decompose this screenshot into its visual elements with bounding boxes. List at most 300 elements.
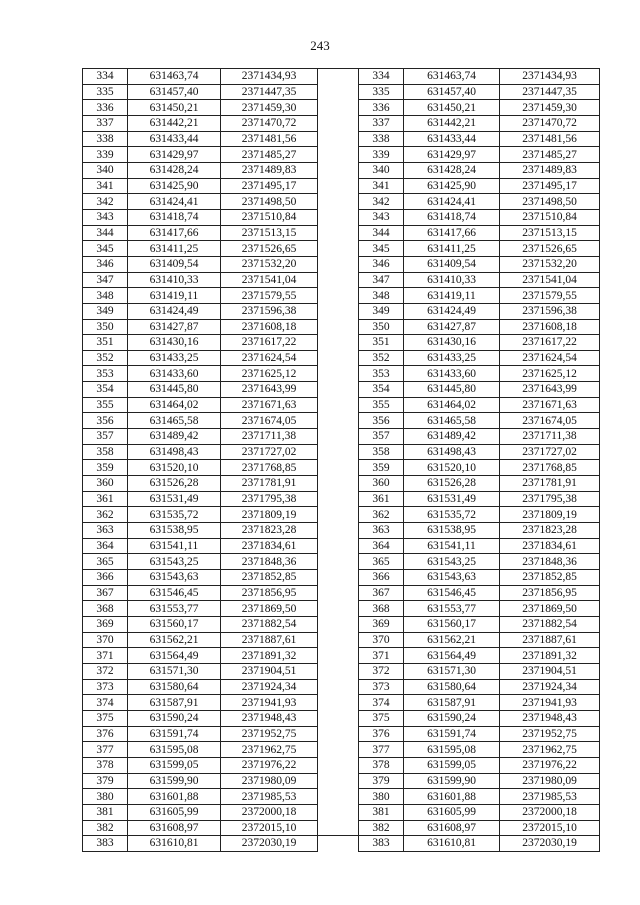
- point-number-cell: 383: [359, 836, 404, 852]
- table-row: [359, 507, 600, 523]
- point-number-cell: 334: [83, 69, 128, 85]
- x-coordinate-cell: 631526,28: [128, 476, 221, 492]
- y-coordinate-cell: 2371962,75: [500, 742, 600, 758]
- y-coordinate-cell: 2371526,65: [221, 241, 318, 257]
- table-row: [83, 162, 318, 178]
- x-coordinate-cell: 631580,64: [128, 679, 221, 695]
- table-row: [359, 679, 600, 695]
- point-number-cell: 341: [359, 178, 404, 194]
- point-number-cell: 349: [83, 303, 128, 319]
- table-row: [359, 695, 600, 711]
- table-row: [359, 663, 600, 679]
- point-number-cell: 358: [359, 444, 404, 460]
- point-number-cell: 339: [83, 147, 128, 163]
- point-number-cell: 334: [359, 69, 404, 85]
- point-number-cell: 372: [359, 663, 404, 679]
- x-coordinate-cell: 631430,16: [404, 335, 500, 351]
- x-coordinate-cell: 631445,80: [404, 382, 500, 398]
- x-coordinate-cell: 631526,28: [404, 476, 500, 492]
- table-row: [83, 444, 318, 460]
- point-number-cell: 349: [359, 303, 404, 319]
- point-number-cell: 372: [83, 663, 128, 679]
- x-coordinate-cell: 631427,87: [128, 319, 221, 335]
- table-row: [359, 382, 600, 398]
- x-coordinate-cell: 631571,30: [404, 663, 500, 679]
- y-coordinate-cell: 2371617,22: [500, 335, 600, 351]
- point-number-cell: 379: [83, 773, 128, 789]
- y-coordinate-cell: 2371434,93: [500, 69, 600, 85]
- point-number-cell: 366: [83, 570, 128, 586]
- point-number-cell: 377: [83, 742, 128, 758]
- point-number-cell: 359: [83, 460, 128, 476]
- point-number-cell: 364: [359, 538, 404, 554]
- x-coordinate-cell: 631411,25: [128, 241, 221, 257]
- x-coordinate-cell: 631605,99: [404, 804, 500, 820]
- table-row: [83, 789, 318, 805]
- point-number-cell: 335: [83, 84, 128, 100]
- x-coordinate-cell: 631608,97: [404, 820, 500, 836]
- table-row: [359, 538, 600, 554]
- point-number-cell: 380: [83, 789, 128, 805]
- point-number-cell: 368: [359, 601, 404, 617]
- table-row: [83, 131, 318, 147]
- table-row: [83, 616, 318, 632]
- point-number-cell: 370: [83, 632, 128, 648]
- x-coordinate-cell: 631608,97: [128, 820, 221, 836]
- table-row: [83, 413, 318, 429]
- y-coordinate-cell: 2371596,38: [500, 303, 600, 319]
- y-coordinate-cell: 2371495,17: [221, 178, 318, 194]
- x-coordinate-cell: 631531,49: [404, 491, 500, 507]
- point-number-cell: 364: [83, 538, 128, 554]
- y-coordinate-cell: 2371541,04: [221, 272, 318, 288]
- table-gap: [314, 68, 358, 836]
- page-number: 243: [310, 38, 330, 53]
- point-number-cell: 350: [359, 319, 404, 335]
- y-coordinate-cell: 2371624,54: [221, 350, 318, 366]
- x-coordinate-cell: 631463,74: [404, 69, 500, 85]
- table-row: [359, 460, 600, 476]
- table-row: [83, 272, 318, 288]
- y-coordinate-cell: 2371470,72: [221, 115, 318, 131]
- table-row: [359, 757, 600, 773]
- y-coordinate-cell: 2372030,19: [221, 836, 318, 852]
- x-coordinate-cell: 631520,10: [128, 460, 221, 476]
- y-coordinate-cell: 2371532,20: [500, 256, 600, 272]
- x-coordinate-cell: 631464,02: [128, 397, 221, 413]
- y-coordinate-cell: 2371447,35: [221, 84, 318, 100]
- point-number-cell: 382: [83, 820, 128, 836]
- point-number-cell: 366: [359, 570, 404, 586]
- y-coordinate-cell: 2371809,19: [221, 507, 318, 523]
- table-row: [83, 147, 318, 163]
- y-coordinate-cell: 2371671,63: [221, 397, 318, 413]
- y-coordinate-cell: 2371579,55: [221, 288, 318, 304]
- x-coordinate-cell: 631562,21: [128, 632, 221, 648]
- point-number-cell: 346: [83, 256, 128, 272]
- point-number-cell: 375: [83, 710, 128, 726]
- y-coordinate-cell: 2371459,30: [221, 100, 318, 116]
- table-row: [359, 69, 600, 85]
- y-coordinate-cell: 2371882,54: [500, 616, 600, 632]
- y-coordinate-cell: 2371671,63: [500, 397, 600, 413]
- point-number-cell: 369: [83, 616, 128, 632]
- x-coordinate-cell: 631595,08: [404, 742, 500, 758]
- table-row: [359, 429, 600, 445]
- y-coordinate-cell: 2371795,38: [221, 491, 318, 507]
- y-coordinate-cell: 2371447,35: [500, 84, 600, 100]
- y-coordinate-cell: 2371485,27: [221, 147, 318, 163]
- point-number-cell: 359: [359, 460, 404, 476]
- table-row: [83, 288, 318, 304]
- point-number-cell: 370: [359, 632, 404, 648]
- table-row: [83, 742, 318, 758]
- x-coordinate-cell: 631430,16: [128, 335, 221, 351]
- x-coordinate-cell: 631546,45: [404, 585, 500, 601]
- table-row: [359, 570, 600, 586]
- y-coordinate-cell: 2371498,50: [221, 194, 318, 210]
- x-coordinate-cell: 631560,17: [128, 616, 221, 632]
- y-coordinate-cell: 2371904,51: [221, 663, 318, 679]
- y-coordinate-cell: 2372015,10: [221, 820, 318, 836]
- y-coordinate-cell: 2371608,18: [221, 319, 318, 335]
- x-coordinate-cell: 631498,43: [128, 444, 221, 460]
- point-number-cell: 350: [83, 319, 128, 335]
- y-coordinate-cell: 2371485,27: [500, 147, 600, 163]
- table-row: [83, 397, 318, 413]
- y-coordinate-cell: 2371962,75: [221, 742, 318, 758]
- point-number-cell: 344: [359, 225, 404, 241]
- y-coordinate-cell: 2371489,83: [221, 162, 318, 178]
- x-coordinate-cell: 631541,11: [128, 538, 221, 554]
- table-row: [359, 585, 600, 601]
- table-row: [359, 319, 600, 335]
- point-number-cell: 345: [83, 241, 128, 257]
- x-coordinate-cell: 631429,97: [404, 147, 500, 163]
- table-row: [83, 538, 318, 554]
- y-coordinate-cell: 2371727,02: [221, 444, 318, 460]
- table-row: [359, 335, 600, 351]
- point-number-cell: 360: [359, 476, 404, 492]
- y-coordinate-cell: 2371952,75: [221, 726, 318, 742]
- y-coordinate-cell: 2371608,18: [500, 319, 600, 335]
- x-coordinate-cell: 631424,41: [404, 194, 500, 210]
- point-number-cell: 346: [359, 256, 404, 272]
- table-row: [359, 648, 600, 664]
- point-number-cell: 342: [359, 194, 404, 210]
- table-row: [359, 147, 600, 163]
- y-coordinate-cell: 2371856,95: [221, 585, 318, 601]
- x-coordinate-cell: 631419,11: [404, 288, 500, 304]
- table-row: [83, 695, 318, 711]
- x-coordinate-cell: 631433,25: [128, 350, 221, 366]
- point-number-cell: 356: [83, 413, 128, 429]
- x-coordinate-cell: 631590,24: [404, 710, 500, 726]
- table-row: [83, 710, 318, 726]
- y-coordinate-cell: 2371481,56: [221, 131, 318, 147]
- y-coordinate-cell: 2371510,84: [221, 209, 318, 225]
- point-number-cell: 378: [359, 757, 404, 773]
- table-row: [359, 397, 600, 413]
- x-coordinate-cell: 631595,08: [128, 742, 221, 758]
- x-coordinate-cell: 631601,88: [128, 789, 221, 805]
- table-row: [83, 350, 318, 366]
- y-coordinate-cell: 2371781,91: [500, 476, 600, 492]
- x-coordinate-cell: 631599,90: [128, 773, 221, 789]
- y-coordinate-cell: 2371976,22: [221, 757, 318, 773]
- y-coordinate-cell: 2371887,61: [500, 632, 600, 648]
- y-coordinate-cell: 2371952,75: [500, 726, 600, 742]
- table-row: [83, 178, 318, 194]
- y-coordinate-cell: 2371948,43: [500, 710, 600, 726]
- x-coordinate-cell: 631605,99: [128, 804, 221, 820]
- x-coordinate-cell: 631590,24: [128, 710, 221, 726]
- point-number-cell: 367: [83, 585, 128, 601]
- point-number-cell: 369: [359, 616, 404, 632]
- point-number-cell: 351: [83, 335, 128, 351]
- table-row: [359, 162, 600, 178]
- y-coordinate-cell: 2371541,04: [500, 272, 600, 288]
- x-coordinate-cell: 631591,74: [128, 726, 221, 742]
- y-coordinate-cell: 2371711,38: [500, 429, 600, 445]
- y-coordinate-cell: 2371941,93: [500, 695, 600, 711]
- table-row: [359, 523, 600, 539]
- point-number-cell: 339: [359, 147, 404, 163]
- y-coordinate-cell: 2371711,38: [221, 429, 318, 445]
- table-row: [83, 429, 318, 445]
- table-row: [359, 773, 600, 789]
- point-number-cell: 361: [359, 491, 404, 507]
- point-number-cell: 352: [359, 350, 404, 366]
- x-coordinate-cell: 631553,77: [404, 601, 500, 617]
- x-coordinate-cell: 631610,81: [128, 836, 221, 852]
- x-coordinate-cell: 631543,63: [404, 570, 500, 586]
- y-coordinate-cell: 2371498,50: [500, 194, 600, 210]
- coordinate-tables: [82, 68, 596, 850]
- x-coordinate-cell: 631433,44: [128, 131, 221, 147]
- x-coordinate-cell: 631601,88: [404, 789, 500, 805]
- y-coordinate-cell: 2371459,30: [500, 100, 600, 116]
- x-coordinate-cell: 631410,33: [128, 272, 221, 288]
- y-coordinate-cell: 2371510,84: [500, 209, 600, 225]
- y-coordinate-cell: 2371869,50: [500, 601, 600, 617]
- table-row: [83, 601, 318, 617]
- y-coordinate-cell: 2371848,36: [221, 554, 318, 570]
- table-row: [83, 256, 318, 272]
- y-coordinate-cell: 2371470,72: [500, 115, 600, 131]
- table-row: [83, 632, 318, 648]
- x-coordinate-cell: 631564,49: [404, 648, 500, 664]
- y-coordinate-cell: 2371674,05: [500, 413, 600, 429]
- table-row: [83, 523, 318, 539]
- table-row: [83, 241, 318, 257]
- point-number-cell: 357: [83, 429, 128, 445]
- table-row: [83, 209, 318, 225]
- point-number-cell: 356: [359, 413, 404, 429]
- table-row: [83, 648, 318, 664]
- table-row: [359, 241, 600, 257]
- x-coordinate-cell: 631562,21: [404, 632, 500, 648]
- x-coordinate-cell: 631433,60: [128, 366, 221, 382]
- table-row: [359, 303, 600, 319]
- point-number-cell: 344: [83, 225, 128, 241]
- table-row: [359, 789, 600, 805]
- x-coordinate-cell: 631419,11: [128, 288, 221, 304]
- point-number-cell: 355: [83, 397, 128, 413]
- x-coordinate-cell: 631560,17: [404, 616, 500, 632]
- y-coordinate-cell: 2371795,38: [500, 491, 600, 507]
- point-number-cell: 337: [359, 115, 404, 131]
- coordinate-table-left: [82, 68, 318, 852]
- x-coordinate-cell: 631464,02: [404, 397, 500, 413]
- y-coordinate-cell: 2371869,50: [221, 601, 318, 617]
- y-coordinate-cell: 2371976,22: [500, 757, 600, 773]
- x-coordinate-cell: 631450,21: [128, 100, 221, 116]
- x-coordinate-cell: 631411,25: [404, 241, 500, 257]
- point-number-cell: 353: [359, 366, 404, 382]
- y-coordinate-cell: 2371481,56: [500, 131, 600, 147]
- point-number-cell: 355: [359, 397, 404, 413]
- y-coordinate-cell: 2371848,36: [500, 554, 600, 570]
- point-number-cell: 345: [359, 241, 404, 257]
- point-number-cell: 371: [359, 648, 404, 664]
- x-coordinate-cell: 631564,49: [128, 648, 221, 664]
- table-row: [359, 413, 600, 429]
- y-coordinate-cell: 2371495,17: [500, 178, 600, 194]
- table-row: [359, 115, 600, 131]
- x-coordinate-cell: 631543,63: [128, 570, 221, 586]
- y-coordinate-cell: 2371625,12: [500, 366, 600, 382]
- table-row: [83, 194, 318, 210]
- point-number-cell: 367: [359, 585, 404, 601]
- x-coordinate-cell: 631571,30: [128, 663, 221, 679]
- y-coordinate-cell: 2371856,95: [500, 585, 600, 601]
- x-coordinate-cell: 631442,21: [128, 115, 221, 131]
- point-number-cell: 382: [359, 820, 404, 836]
- y-coordinate-cell: 2371852,85: [221, 570, 318, 586]
- table-row: [359, 836, 600, 852]
- table-row: [83, 491, 318, 507]
- point-number-cell: 381: [83, 804, 128, 820]
- point-number-cell: 362: [83, 507, 128, 523]
- y-coordinate-cell: 2371834,61: [500, 538, 600, 554]
- table-row: [83, 773, 318, 789]
- x-coordinate-cell: 631424,41: [128, 194, 221, 210]
- table-row: [359, 225, 600, 241]
- table-row: [359, 726, 600, 742]
- y-coordinate-cell: 2371625,12: [221, 366, 318, 382]
- point-number-cell: 336: [83, 100, 128, 116]
- x-coordinate-cell: 631489,42: [404, 429, 500, 445]
- point-number-cell: 360: [83, 476, 128, 492]
- y-coordinate-cell: 2371727,02: [500, 444, 600, 460]
- x-coordinate-cell: 631535,72: [404, 507, 500, 523]
- table-row: [83, 679, 318, 695]
- x-coordinate-cell: 631433,25: [404, 350, 500, 366]
- point-number-cell: 378: [83, 757, 128, 773]
- point-number-cell: 379: [359, 773, 404, 789]
- x-coordinate-cell: 631418,74: [404, 209, 500, 225]
- point-number-cell: 373: [359, 679, 404, 695]
- y-coordinate-cell: 2371941,93: [221, 695, 318, 711]
- table-row: [359, 194, 600, 210]
- table-row: [83, 570, 318, 586]
- table-row: [83, 382, 318, 398]
- y-coordinate-cell: 2371434,93: [221, 69, 318, 85]
- table-row: [83, 585, 318, 601]
- table-row: [359, 272, 600, 288]
- table-row: [83, 69, 318, 85]
- y-coordinate-cell: 2371882,54: [221, 616, 318, 632]
- x-coordinate-cell: 631538,95: [404, 523, 500, 539]
- table-row: [359, 491, 600, 507]
- point-number-cell: 343: [359, 209, 404, 225]
- point-number-cell: 354: [359, 382, 404, 398]
- x-coordinate-cell: 631463,74: [128, 69, 221, 85]
- table-row: [83, 804, 318, 820]
- x-coordinate-cell: 631531,49: [128, 491, 221, 507]
- x-coordinate-cell: 631489,42: [128, 429, 221, 445]
- x-coordinate-cell: 631424,49: [404, 303, 500, 319]
- x-coordinate-cell: 631520,10: [404, 460, 500, 476]
- y-coordinate-cell: 2371643,99: [500, 382, 600, 398]
- table-row: [83, 757, 318, 773]
- point-number-cell: 365: [359, 554, 404, 570]
- x-coordinate-cell: 631425,90: [404, 178, 500, 194]
- point-number-cell: 361: [83, 491, 128, 507]
- x-coordinate-cell: 631425,90: [128, 178, 221, 194]
- table-row: [359, 178, 600, 194]
- table-row: [359, 710, 600, 726]
- x-coordinate-cell: 631445,80: [128, 382, 221, 398]
- x-coordinate-cell: 631587,91: [128, 695, 221, 711]
- y-coordinate-cell: 2371985,53: [221, 789, 318, 805]
- point-number-cell: 375: [359, 710, 404, 726]
- x-coordinate-cell: 631433,60: [404, 366, 500, 382]
- x-coordinate-cell: 631417,66: [128, 225, 221, 241]
- point-number-cell: 376: [83, 726, 128, 742]
- x-coordinate-cell: 631546,45: [128, 585, 221, 601]
- point-number-cell: 340: [83, 162, 128, 178]
- x-coordinate-cell: 631541,11: [404, 538, 500, 554]
- x-coordinate-cell: 631465,58: [128, 413, 221, 429]
- point-number-cell: 336: [359, 100, 404, 116]
- table-row: [83, 836, 318, 852]
- table-row: [83, 319, 318, 335]
- y-coordinate-cell: 2371513,15: [221, 225, 318, 241]
- x-coordinate-cell: 631610,81: [404, 836, 500, 852]
- y-coordinate-cell: 2371489,83: [500, 162, 600, 178]
- y-coordinate-cell: 2371768,85: [500, 460, 600, 476]
- coordinate-table-right: [358, 68, 600, 852]
- table-row: [83, 115, 318, 131]
- x-coordinate-cell: 631599,05: [404, 757, 500, 773]
- table-row: [359, 632, 600, 648]
- table-row: [83, 366, 318, 382]
- point-number-cell: 363: [83, 523, 128, 539]
- y-coordinate-cell: 2371823,28: [221, 523, 318, 539]
- point-number-cell: 335: [359, 84, 404, 100]
- y-coordinate-cell: 2371924,34: [500, 679, 600, 695]
- y-coordinate-cell: 2371980,09: [500, 773, 600, 789]
- x-coordinate-cell: 631553,77: [128, 601, 221, 617]
- y-coordinate-cell: 2371948,43: [221, 710, 318, 726]
- point-number-cell: 347: [83, 272, 128, 288]
- x-coordinate-cell: 631457,40: [404, 84, 500, 100]
- point-number-cell: 373: [83, 679, 128, 695]
- table-row: [359, 84, 600, 100]
- x-coordinate-cell: 631428,24: [128, 162, 221, 178]
